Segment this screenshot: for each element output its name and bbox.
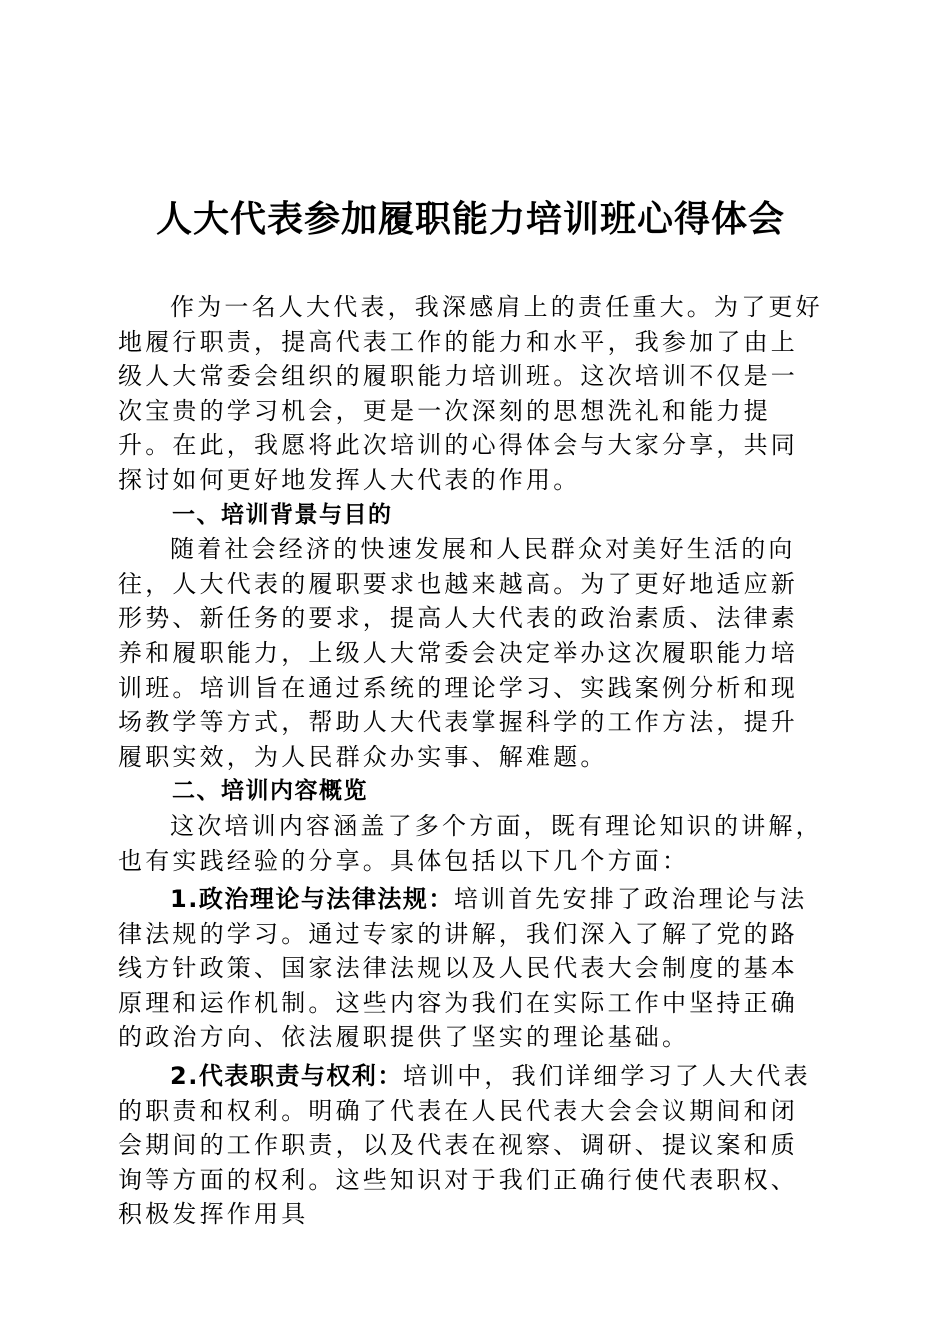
document-title: 人大代表参加履职能力培训班心得体会 <box>155 199 785 240</box>
section-heading-background: 一、培训背景与目的 <box>172 501 393 528</box>
document-body <box>118 290 823 1232</box>
section-paragraph-background: 随着社会经济的快速发展和人民群众对美好生活的向往，人大代表的履职要求也越来越高。为了更好地适应新形势、新任务的要求，提高人大代表的政治素质、法律素养和履职能力，上级人大常委会决定举办这次履职能力培训班。培训旨在通过系统的理论学习、实践案例分析和现场教学等方式，帮助人大代表掌握科学的工作方法，提升履职实效，为人民群众办实事、解难题。 <box>118 535 798 771</box>
list-item-lead: 2.代表职责与权利： <box>170 1062 403 1091</box>
list-item-political-theory <box>118 882 823 1055</box>
list-item-lead: 1.政治理论与法律法规： <box>170 885 454 914</box>
document-page <box>118 0 823 1344</box>
intro-paragraph: 作为一名人大代表，我深感肩上的责任重大。为了更好地履行职责，提高代表工作的能力和水平，我参加了由上级人大常委会组织的履职能力培训班。这次培训不仅是一次宝贵的学习机会，更是一次深刻的思想洗礼和能力提升。在此，我愿将此次培训的心得体会与大家分享，共同探讨如何更好地发挥人大代表的作用。 <box>118 293 823 494</box>
list-item-duties-rights <box>118 1059 823 1232</box>
section-paragraph-content-overview: 这次培训内容涵盖了多个方面，既有理论知识的讲解，也有实践经验的分享。具体包括以下几个方面： <box>118 811 823 875</box>
list-item-text: 培训首先安排了政治理论与法律法规的学习。通过专家的讲解，我们深入了解了党的路线方针政策、国家法律法规以及人民代表大会制度的基本原理和运作机制。这些内容为我们在实际工作中坚持正确的政治方向、依法履职提供了坚实的理论基础。 <box>118 885 808 1052</box>
list-item-text: 培训中，我们详细学习了人大代表的职责和权利。明确了代表在人民代表大会会议期间和闭会期间的工作职责，以及代表在视察、调研、提议案和质询等方面的权利。这些知识对于我们正确行使代表职权、积极发挥作用具 <box>118 1062 811 1229</box>
section-heading-content-overview: 二、培训内容概览 <box>172 778 368 805</box>
